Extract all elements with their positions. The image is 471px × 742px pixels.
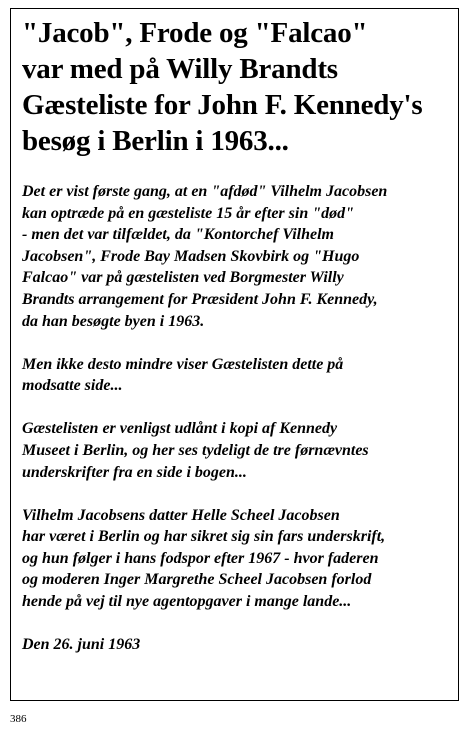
date-line: Den 26. juni 1963 bbox=[22, 636, 141, 654]
page-title bbox=[22, 15, 462, 159]
text-line: Brandts arrangement for Præsident John F. Kennedy, bbox=[22, 290, 378, 308]
title-line: besøg i Berlin i 1963... bbox=[22, 125, 289, 157]
text-line: hende på vej til nye agentopgaver i mange lande... bbox=[22, 593, 352, 610]
text-line: og hun følger i hans fodspor efter 1967 - hvor faderen bbox=[22, 549, 379, 567]
paragraph-guestlist bbox=[22, 354, 462, 397]
paragraph-daughter bbox=[22, 505, 462, 613]
text-line: og moderen Inger Margrethe Scheel Jacobsen forlod bbox=[22, 571, 372, 589]
text-line: Museet i Berlin, og her ses tydeligt de tre førnævntes bbox=[22, 441, 369, 459]
text-line: har været i Berlin og har sikret sig sin fars underskrift, bbox=[22, 528, 386, 546]
article-body bbox=[22, 181, 462, 656]
text-line: - men det var tilfældet, da "Kontorchef Vilhelm bbox=[22, 226, 334, 244]
paragraph-intro bbox=[22, 181, 462, 332]
text-line: underskrifter fra en side i bogen... bbox=[22, 463, 247, 481]
title-line: Gæsteliste for John F. Kennedy's bbox=[22, 89, 423, 121]
paragraph-museum bbox=[22, 418, 462, 483]
title-line: "Jacob", Frode og "Falcao" bbox=[22, 17, 368, 49]
text-line: Falcao" var på gæstelisten ved Borgmester Willy bbox=[22, 269, 344, 287]
text-line: Men ikke desto mindre viser Gæstelisten dette på bbox=[22, 355, 344, 373]
title-line: var med på Willy Brandts bbox=[22, 53, 338, 85]
page-number: 386 bbox=[10, 713, 27, 725]
text-line: kan optræde på en gæsteliste 15 år efter sin "død" bbox=[22, 204, 354, 222]
paragraph-date bbox=[22, 634, 462, 656]
text-line: da han besøgte byen i 1963. bbox=[22, 312, 205, 330]
text-line: Det er vist første gang, at en "afdød" Vilhelm Jacobsen bbox=[22, 183, 388, 200]
text-line: Jacobsen", Frode Bay Madsen Skovbirk og "Hugo bbox=[22, 247, 360, 265]
text-line: Vilhelm Jacobsens datter Helle Scheel Jacobsen bbox=[22, 506, 340, 524]
text-line: Gæstelisten er venligst udlånt i kopi af Kennedy bbox=[22, 420, 338, 438]
text-line: modsatte side... bbox=[22, 377, 123, 395]
